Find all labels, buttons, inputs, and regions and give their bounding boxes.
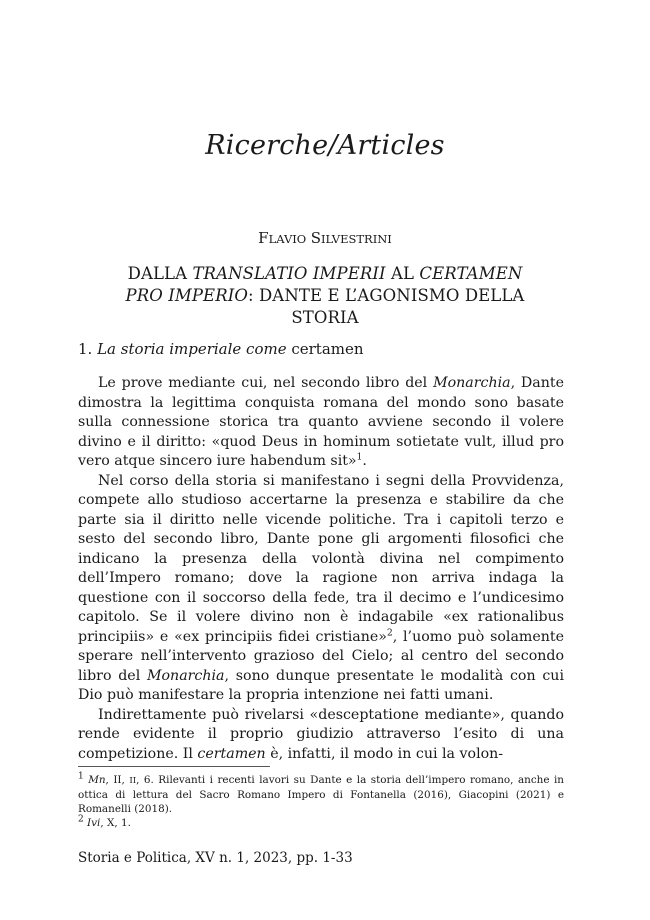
paragraph: Nel corso della storia si manifestano i segni della Provvidenza, compete allo studioso accertarne la presenza e stabilire da che parte sia il diritto nelle vicende politiche. Tra i capitoli terzo e sesto del secondo libro, Dante pone gli argomenti filosofici che indicano la presenza della volontà divina nel compimento dell’Impero romano; dove la ragione non arriva indaga la questione con il soccorso della fede, tra il decimo e l’undicesimo capitolo. Se il volere divino non è indagabile «ex rationalibus principiis» e «ex principiis fidei cristiane»$^2$, l’uomo può solamente sperare nell’intervento grazioso del Cielo; al centro del secondo libro del Monarchia, sono dunque presentate le modalità con cui Dio può manifestare la propria intenzione nei fatti umani. [78, 472, 564, 703]
footnote-ref[interactable]: 1 [356, 452, 363, 463]
body-text [78, 374, 564, 764]
journal-citation: Storia e Politica, XV n. 1, 2023, pp. 1-33 [78, 850, 353, 866]
paragraph: Le prove mediante cui, nel secondo libro del Monarchia, Dante dimostra la legittima conquista romana del mondo sono basate sulla connessione storica tra quanto avviene secondo il volere divino e il diritto: «quod Deus in hominum sotietate vult, illud pro vero atque sincero iure habendum sit»$^1$. [78, 375, 565, 469]
footnote: $^1$ Mn, II, II, 6. Rilevanti i recenti lavori su Dante e la storia dell’impero romano, anche in ottica di lettura del Sacro Romano Impero di Fontanella (2016), Giacopini (2021) e Romanelli (2018). [78, 771, 564, 815]
section-title: Ricerche/Articles [205, 130, 445, 161]
footnote: $^2$ Ivi, X, 1. [78, 814, 131, 829]
footnote-ref[interactable]: 2 [386, 627, 393, 638]
article-title: DALLA TRANSLATIO IMPERII AL CERTAMEN PRO IMPERIO: DANTE E L’AGONISMO DELLA STORIA [125, 264, 525, 327]
paragraph: Indirettamente può rivelarsi «desceptatione mediante», quando rende evidente il proprio giudizio attraverso l’esito di una competizione. Il certamen è, infatti, il modo in cui la volon- [78, 706, 564, 762]
author-name: FLAVIO SILVESTRINI [258, 229, 392, 247]
footnotes [78, 773, 564, 830]
footnote-divider [78, 766, 270, 767]
section-heading: 1. La storia imperiale come certamen [78, 340, 364, 358]
